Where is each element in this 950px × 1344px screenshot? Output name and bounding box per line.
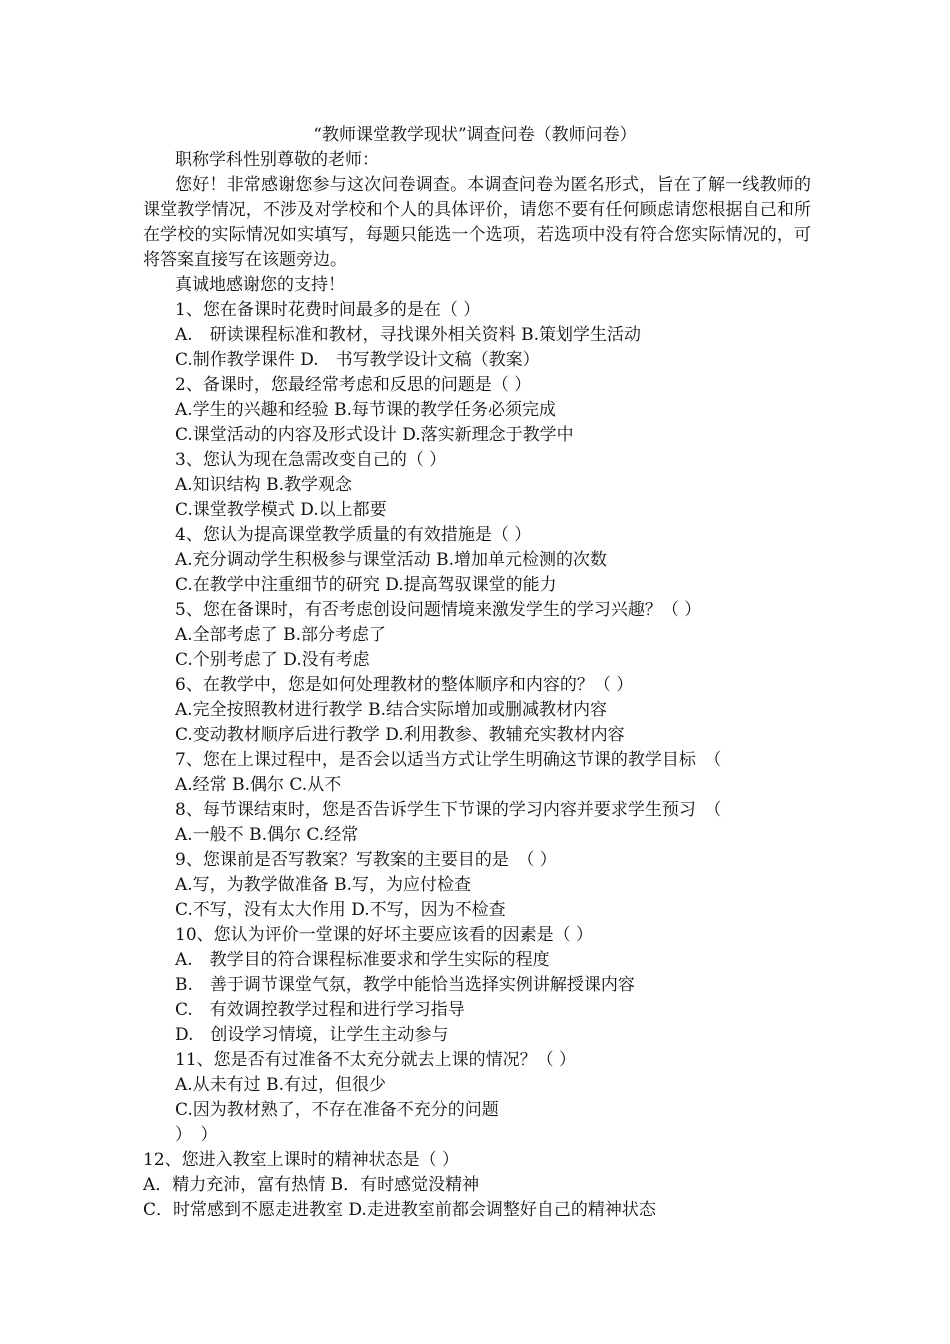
option-line: A. 研读课程标准和教材，寻找课外相关资料 B.策划学生活动 [175, 325, 641, 345]
question-line: 3、您认为现在急需改变自己的（ ） [175, 450, 447, 470]
option-line: A. 教学目的符合课程标准要求和学生实际的程度 [175, 950, 550, 970]
question-line: 9、您课前是否写教案？写教案的主要目的是 （ ） [175, 850, 557, 870]
question-line: 6、在教学中，您是如何处理教材的整体顺序和内容的？（ ） [175, 675, 634, 695]
stray-parentheses: ） ） [175, 1125, 218, 1145]
option-line: C．时常感到不愿走进教室 D.走进教室前都会调整好自己的精神状态 [143, 1200, 656, 1220]
option-line: C.因为教材熟了，不存在准备不充分的问题 [175, 1100, 499, 1120]
option-line: A.学生的兴趣和经验 B.每节课的教学任务必须完成 [175, 400, 556, 420]
page-title: “教师课堂教学现状”调查问卷（教师问卷） [313, 125, 637, 145]
question-line: 4、您认为提高课堂教学质量的有效措施是（ ） [175, 525, 532, 545]
thanks-line: 真诚地感谢您的支持！ [175, 275, 345, 295]
meta-line: 职称学科性别尊敬的老师： [175, 150, 379, 170]
question-line: 5、您在备课时，有否考虑创设问题情境来激发学生的学习兴趣？（ ） [175, 600, 702, 620]
question-line: 1、您在备课时花费时间最多的是在（ ） [175, 300, 481, 320]
option-line: A.一般不 B.偶尔 C.经常 [175, 825, 359, 845]
option-line: C.课堂教学模式 D.以上都要 [175, 500, 387, 520]
question-line: 12、您进入教室上课时的精神状态是（ ） [143, 1150, 460, 1170]
option-line: C.个别考虑了 D.没有考虑 [175, 650, 370, 670]
option-line: A.经常 B.偶尔 C.从不 [175, 775, 342, 795]
option-line: A.知识结构 B.教学观念 [175, 475, 352, 495]
option-line: C.变动教材顺序后进行教学 D.利用教参、教辅充实教材内容 [175, 725, 625, 745]
option-line: A.写，为教学做准备 B.写，为应付检查 [175, 875, 471, 895]
option-line: A．精力充沛，富有热情 B．有时感觉没精神 [143, 1175, 480, 1195]
question-line: 11、您是否有过准备不太充分就去上课的情况？（ ） [175, 1050, 577, 1070]
option-line: A.从未有过 B.有过，但很少 [175, 1075, 386, 1095]
option-line: A.完全按照教材进行教学 B.结合实际增加或删减教材内容 [175, 700, 607, 720]
question-line: 10、您认为评价一堂课的好坏主要应该看的因素是（ ） [175, 925, 594, 945]
option-line: A.充分调动学生积极参与课堂活动 B.增加单元检测的次数 [175, 550, 607, 570]
intro-paragraph: 您好！非常感谢您参与这次问卷调查。本调查问卷为匿名形式，旨在了解一线教师的课堂教学情况，不涉及对学校和个人的具体评价，请您不要有任何顾虑请您根据自己和所在学校的实际情况如实填写，每题只能选一个选项，若选项中没有符合您实际情况的，可将答案直接写在该题旁边。 [143, 175, 811, 270]
question-line: 7、您在上课过程中，是否会以适当方式让学生明确这节课的教学目标 （ [175, 750, 722, 770]
option-line: C.课堂活动的内容及形式设计 D.落实新理念于教学中 [175, 425, 574, 445]
option-line: D. 创设学习情境，让学生主动参与 [175, 1025, 449, 1045]
option-line: B. 善于调节课堂气氛，教学中能恰当选择实例讲解授课内容 [175, 975, 635, 995]
option-line: C.制作教学课件 D. 书写教学设计文稿（教案） [175, 350, 540, 370]
option-line: C.不写，没有太大作用 D.不写，因为不检查 [175, 900, 506, 920]
question-line: 8、每节课结束时，您是否告诉学生下节课的学习内容并要求学生预习 （ [175, 800, 722, 820]
question-line: 2、备课时，您最经常考虑和反思的问题是（ ） [175, 375, 532, 395]
option-line: C.在教学中注重细节的研究 D.提高驾驭课堂的能力 [175, 575, 557, 595]
option-line: C. 有效调控教学过程和进行学习指导 [175, 1000, 465, 1020]
option-line: A.全部考虑了 B.部分考虑了 [175, 625, 386, 645]
